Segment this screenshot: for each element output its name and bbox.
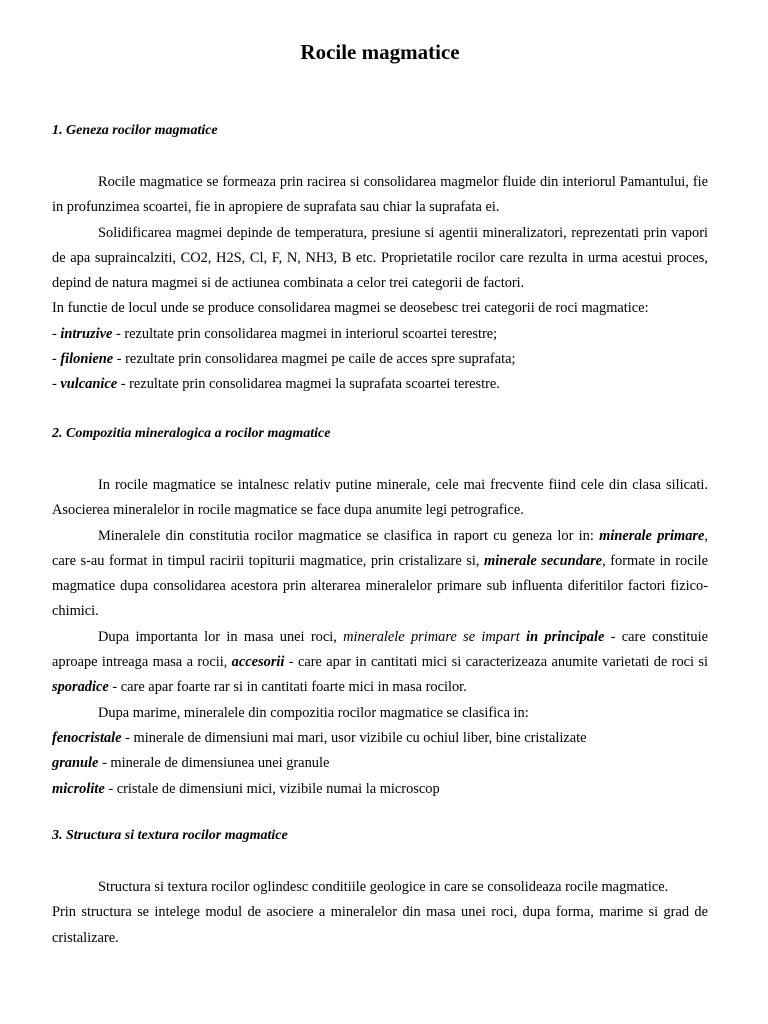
list-item: microlite - cristale de dimensiuni mici, vizibile numai la microscop	[52, 780, 440, 797]
term-sporadice: sporadice	[52, 679, 109, 696]
term-granule: granule	[52, 755, 99, 772]
term-intruzive: intruzive	[60, 325, 113, 342]
section-2-paragraph-1: In rocile magmatice se intalnesc relativ putine minerale, cele mai frecvente fiind cele din clasa silicati. Asocierea mineralelor in rocile magmatice se face dupa anumite legi petrografice.	[52, 477, 708, 519]
section-3-heading: 3. Structura si textura rocilor magmatice	[52, 828, 288, 843]
section-1-paragraph-1: Rocile magmatice se formeaza prin racirea si consolidarea magmelor fluide din interiorul Pamantului, fie in profunzimea scoartei, fie in apropiere de suprafata sau chiar la suprafata ei.	[52, 174, 708, 216]
list-item: - filoniene - rezultate prin consolidarea magmei pe caile de acces spre suprafata;	[52, 351, 516, 368]
term-vulcanice: vulcanice	[60, 376, 118, 393]
list-item: - vulcanice - rezultate prin consolidarea magmei la suprafata scoartei terestre.	[52, 376, 500, 393]
section-2-paragraph-4: Dupa marime, mineralele din compozitia rocilor magmatice se clasifica in:	[98, 704, 529, 721]
section-3-body	[52, 875, 708, 951]
section-1-paragraph-3: In functie de locul unde se produce consolidarea magmei se deosebesc trei categorii de roci magmatice:	[52, 300, 649, 317]
term-minerale-primare: minerale primare	[599, 527, 705, 544]
section-2-paragraph-3: Dupa importanta lor in masa unei roci, mineralele primare se impart in principale - care constituie aproape intreaga masa a rocii, accesorii - care apar in cantitati mici si caracterizeaza anumite varietati de roci si sporadice - care apar foarte rar si in cantitati foarte mici in masa rocilor.	[52, 628, 708, 696]
term-accesorii: accesorii	[231, 654, 285, 671]
term-fenocristale: fenocristale	[52, 729, 122, 746]
section-3-paragraph-2: Prin structura se intelege modul de asociere a mineralelor din masa unei roci, dupa forma, marime si grad de cristalizare.	[52, 904, 708, 946]
section-2-body	[52, 473, 708, 802]
term-principale: in principale	[526, 628, 605, 645]
section-2-heading: 2. Compozitia mineralogica a rocilor magmatice	[52, 426, 331, 441]
term-microlite: microlite	[52, 780, 105, 797]
section-1-heading: 1. Geneza rocilor magmatice	[52, 123, 218, 138]
term-minerale-secundare: minerale secundare	[484, 552, 603, 569]
section-3-paragraph-1: Structura si textura rocilor oglindesc conditiile geologice in care se consolideaza rocile magmatice.	[98, 879, 669, 895]
term-filoniene: filoniene	[60, 351, 114, 368]
list-item: - intruzive - rezultate prin consolidarea magmei in interiorul scoartei terestre;	[52, 325, 498, 342]
section-1-body	[52, 170, 708, 398]
document-title: Rocile magmatice	[300, 40, 460, 64]
list-item: fenocristale - minerale de dimensiuni mai mari, usor vizibile cu ochiul liber, bine cristalizate	[52, 729, 587, 746]
section-1-paragraph-2: Solidificarea magmei depinde de temperatura, presiune si agentii mineralizatori, reprezentati prin vapori de apa supraincalziti, CO2, H2S, Cl, F, N, NH3, B etc. Proprietatile rocilor care rezulta in urma acestui proces, depind de natura magmei si de actiunea combinata a celor trei categorii de factori.	[52, 224, 708, 292]
list-item: granule - minerale de dimensiunea unei granule	[52, 755, 330, 772]
section-2-paragraph-2: Mineralele din constitutia rocilor magmatice se clasifica in raport cu geneza lor in: minerale primare, care s-au format in timpul racirii topiturii magmatice, prin cristalizare si, minerale secundare, formate in rocile magmatice dupa consolidarea acestora prin alterarea mineralelor primare sub influenta diferitilor factori fizico-chimici.	[52, 527, 709, 620]
